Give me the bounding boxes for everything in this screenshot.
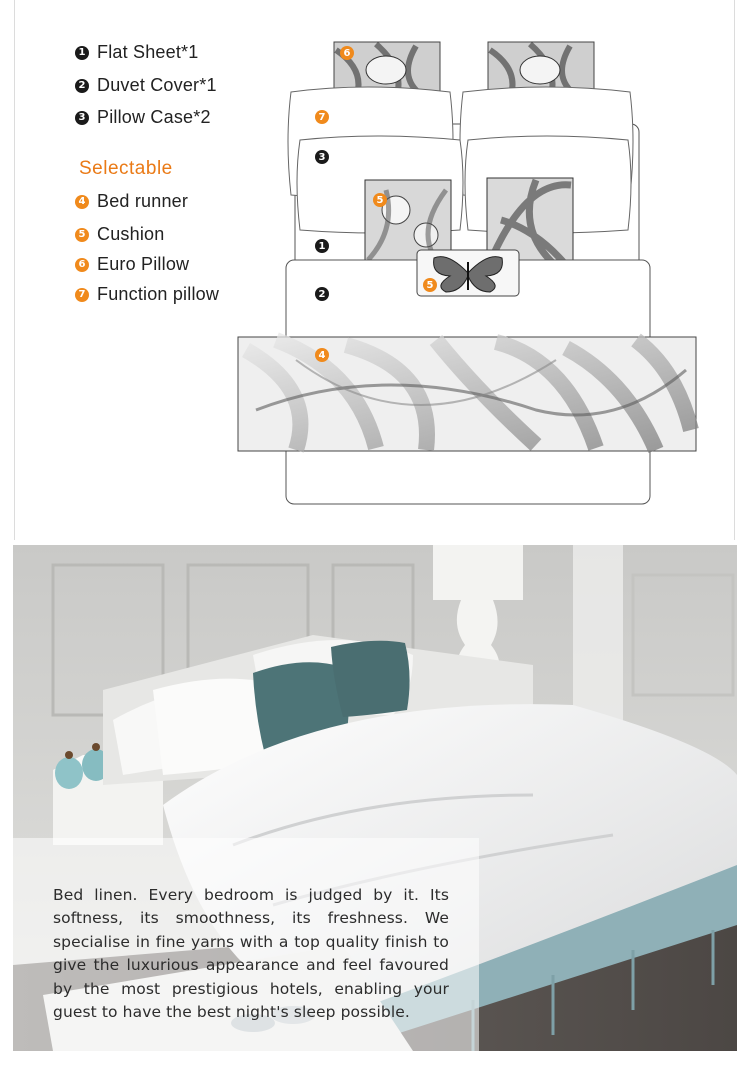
bed-linen-description: Bed linen. Every bedroom is judged by it. Its softness, its smoothness, its freshness. We specialise in fine yarns with a top quality finish to give the luxurious appearance and feel favoured by the most prestigious hotels, enabling your guest to have the best night's sleep possible. [53, 885, 449, 1021]
number-badge: 5 [75, 228, 89, 242]
legend-label: Pillow Case*2 [97, 107, 211, 127]
legend-label: Cushion [97, 224, 165, 244]
caption-overlay [13, 838, 479, 1051]
bedroom-photo [13, 545, 737, 1051]
marker-bed-runner: 4 [315, 348, 329, 362]
marker-cushion-left: 5 [373, 193, 387, 207]
marker-pillow-case: 3 [315, 150, 329, 164]
marker-flat-sheet: 1 [315, 239, 329, 253]
lamp-shade [433, 545, 523, 600]
legend-item-flat-sheet [75, 42, 198, 63]
bed-diagram-illustration [236, 30, 706, 510]
page-frame-left [14, 0, 15, 540]
legend-item-euro-pillow [75, 254, 189, 275]
legend-item-duvet-cover [75, 75, 217, 96]
marker-function-pillow: 7 [315, 110, 329, 124]
legend-item-pillow-case [75, 107, 211, 128]
legend-item-bed-runner [75, 191, 188, 212]
legend-item-cushion [75, 224, 164, 245]
legend-label: Duvet Cover*1 [97, 75, 217, 95]
legend-label: Flat Sheet*1 [97, 42, 199, 62]
number-badge: 7 [75, 288, 89, 302]
number-badge: 6 [75, 258, 89, 272]
legend-label: Euro Pillow [97, 254, 190, 274]
selectable-heading: Selectable [79, 158, 173, 179]
marker-duvet-cover: 2 [315, 287, 329, 301]
number-badge: 3 [75, 111, 89, 125]
number-badge: 1 [75, 46, 89, 60]
bed-runner [238, 337, 696, 451]
page-frame-right [734, 0, 735, 540]
legend-label: Bed runner [97, 191, 189, 211]
bed-set-diagram [236, 30, 706, 510]
number-badge: 2 [75, 79, 89, 93]
teal-cushion-right [331, 641, 410, 717]
jar-left [55, 757, 83, 789]
legend-item-function-pillow [75, 284, 219, 305]
number-badge: 4 [75, 195, 89, 209]
marker-euro-pillow: 6 [340, 46, 354, 60]
legend-label: Function pillow [97, 284, 220, 304]
marker-cushion-butterfly: 5 [423, 278, 437, 292]
